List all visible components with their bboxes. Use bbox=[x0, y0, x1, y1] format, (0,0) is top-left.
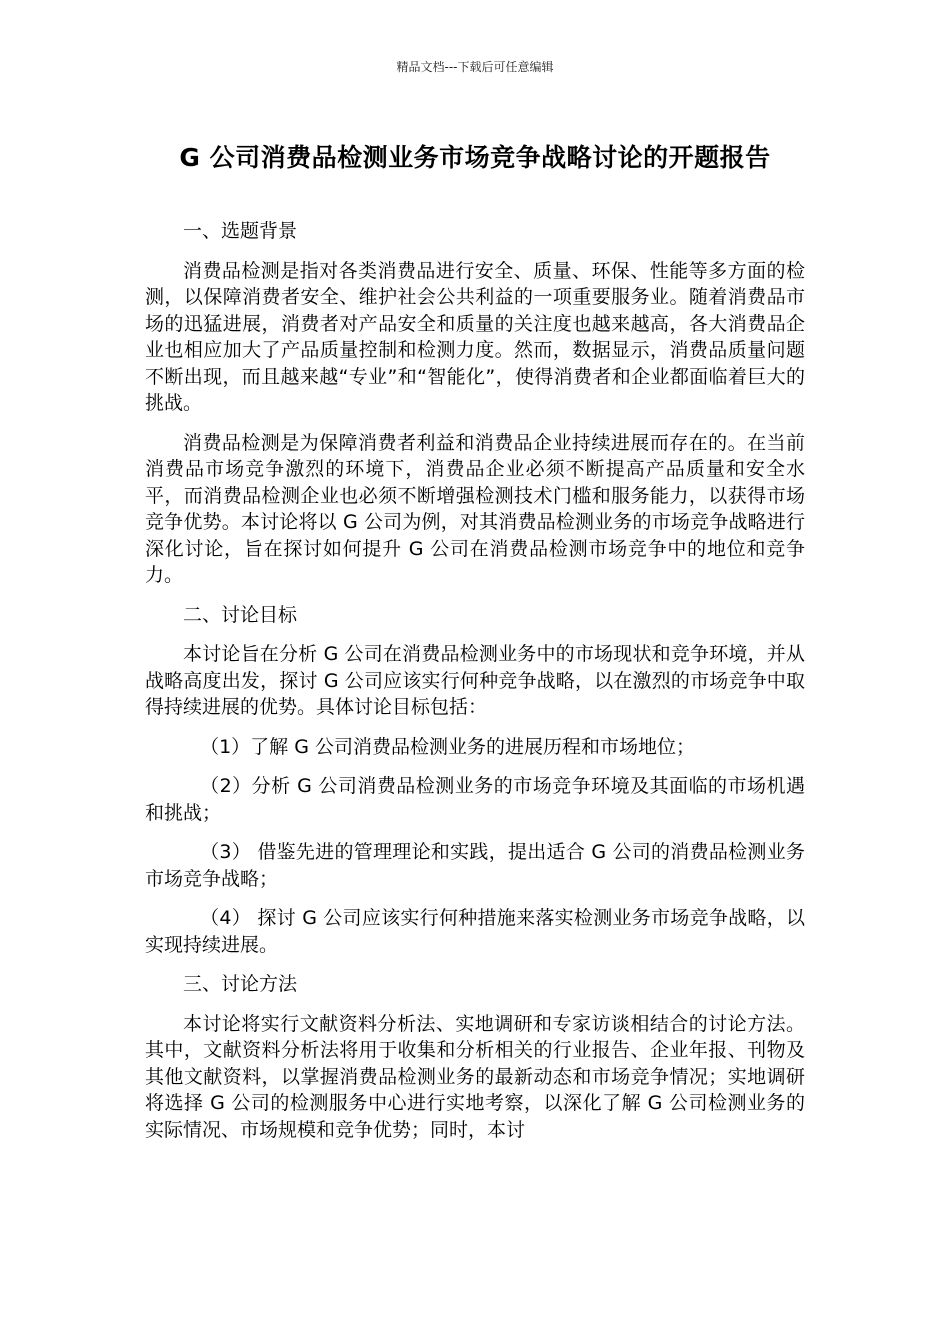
list-item: （3） 借鉴先进的管理理论和实践，提出适合 G 公司的消费品检测业务市场竞争战略； bbox=[145, 841, 805, 890]
section-heading: 三、讨论方法 bbox=[183, 973, 298, 995]
body-paragraph: 本讨论旨在分析 G 公司在消费品检测业务中的市场现状和竞争环境，并从战略高度出发，探讨 G 公司应该实行何种竞争战略，以在激烈的市场竞争中取得持续进展的优势。具体讨论目标包括： bbox=[145, 643, 805, 718]
list-item: （4） 探讨 G 公司应该实行何种措施来落实检测业务市场竞争战略，以实现持续进展。 bbox=[145, 907, 805, 956]
section-heading: 一、选题背景 bbox=[183, 220, 298, 242]
section-heading: 二、讨论目标 bbox=[183, 603, 298, 626]
list-item: （2）分析 G 公司消费品检测业务的市场竞争环境及其面临的市场机遇和挑战； bbox=[145, 775, 805, 824]
body-paragraph: 消费品检测是指对各类消费品进行安全、质量、环保、性能等多方面的检测，以保障消费者安全、维护社会公共利益的一项重要服务业。随着消费品市场的迅猛进展，消费者对产品安全和质量的关注度也越来越高，各大消费品企业也相应加大了产品质量控制和检测力度。然而，数据显示，消费品质量问题不断出现，而且越来越“专业”和“智能化”，使得消费者和企业都面临着巨大的挑战。 bbox=[145, 259, 805, 414]
document-body bbox=[145, 218, 805, 1156]
body-paragraph: 消费品检测是为保障消费者利益和消费品企业持续进展而存在的。在当前消费品市场竞争激烈的环境下，消费品企业必须不断提高产品质量和安全水平，而消费品检测企业也必须不断增强检测技术门槛和服务能力，以获得市场竞争优势。本讨论将以 G 公司为例，对其消费品检测业务的市场竞争战略进行深化讨论，旨在探讨如何提升 G 公司在消费品检测市场竞争中的地位和竞争力。 bbox=[145, 431, 805, 586]
document-title: G 公司消费品检测业务市场竞争战略讨论的开题报告 bbox=[179, 143, 771, 172]
body-paragraph: 本讨论将实行文献资料分析法、实地调研和专家访谈相结合的讨论方法。其中，文献资料分析法将用于收集和分析相关的行业报告、企业年报、刊物及其他文献资料，以掌握消费品检测业务的最新动态和市场竞争情况；实地调研将选择 G 公司的检测服务中心进行实地考察，以深化了解 G 公司检测业务的实际情况、市场规模和竞争优势；同时，本讨 bbox=[145, 1012, 805, 1141]
header-note: 精品文档---下载后可任意编辑 bbox=[396, 60, 554, 74]
list-item: （1）了解 G 公司消费品检测业务的进展历程和市场地位； bbox=[200, 735, 695, 758]
